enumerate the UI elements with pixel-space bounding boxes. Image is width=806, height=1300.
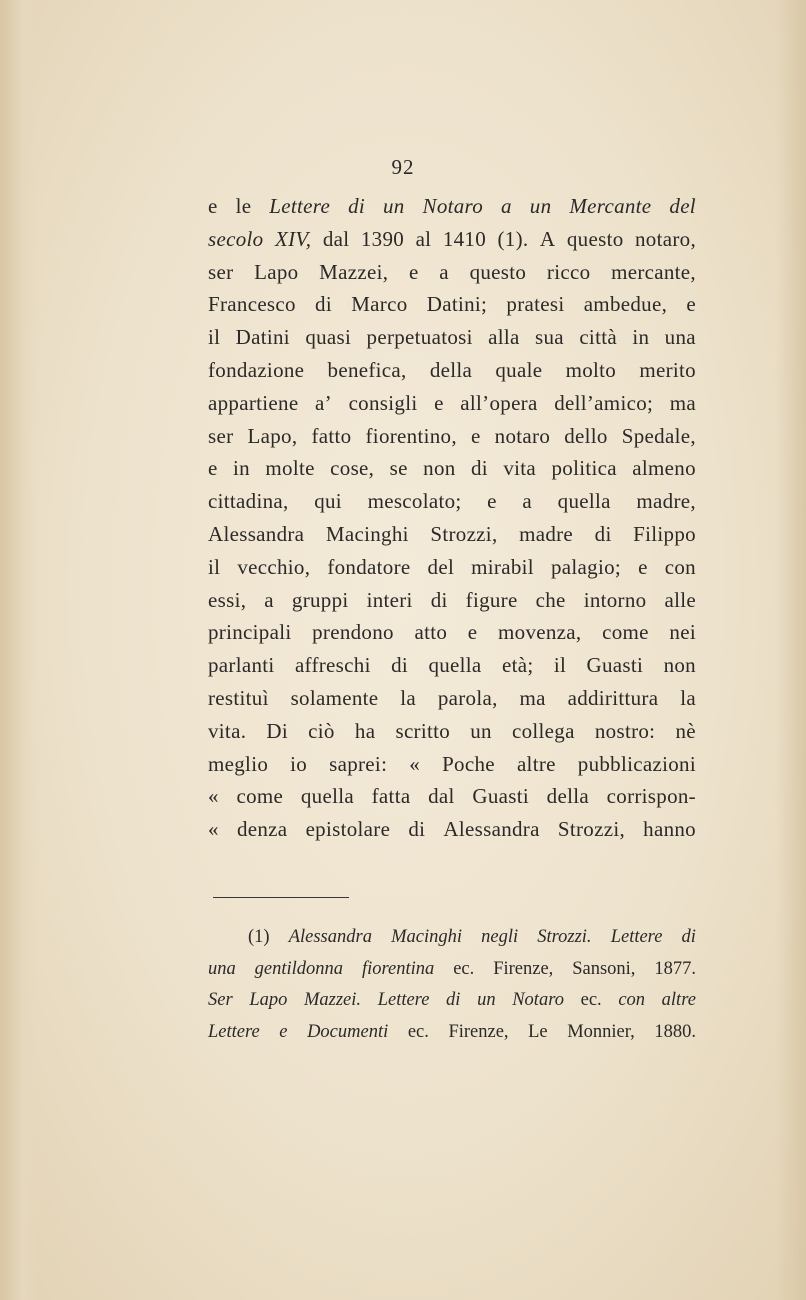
word: dal (428, 784, 455, 809)
word: pubblicazioni (577, 751, 696, 776)
word: ambedue, (583, 292, 668, 317)
word: XIV, (274, 226, 312, 251)
text-line (208, 616, 696, 649)
text-line (208, 452, 696, 485)
word: parola, (437, 685, 498, 710)
word: negli (481, 927, 519, 947)
word: sua (535, 325, 564, 350)
word: e (434, 390, 444, 415)
text-line (208, 321, 696, 354)
word: Datini (235, 325, 290, 350)
text-line (208, 748, 696, 781)
word: Francesco (208, 292, 296, 317)
word: di (430, 587, 448, 612)
word: Firenze, (448, 1021, 509, 1042)
word: di (315, 292, 332, 317)
word: una (664, 325, 696, 350)
word: madre, (636, 489, 696, 514)
word: ser (208, 259, 234, 284)
word: Strozzi, (557, 817, 626, 842)
word: Sansoni, (572, 958, 636, 979)
word: Macinghi (325, 521, 409, 546)
word: (1) (248, 927, 270, 947)
word: di (681, 927, 696, 947)
word: di (446, 990, 461, 1010)
word: e (408, 259, 419, 284)
word: e (208, 194, 218, 218)
word: Di (266, 718, 289, 743)
word: in (233, 456, 250, 481)
word: nè (675, 718, 696, 743)
word: ser (208, 423, 234, 448)
word: Mazzei, (319, 259, 389, 284)
word: corrispon- (606, 784, 696, 809)
word: Mazzei. (304, 990, 362, 1010)
word: io (290, 751, 308, 776)
footnotes (208, 922, 696, 1048)
text-line (208, 551, 696, 584)
word: parlanti (208, 653, 275, 678)
word: Lapo, (247, 423, 298, 448)
word: collega (511, 718, 575, 743)
word: del (427, 554, 455, 579)
word: mescolato; (367, 489, 462, 514)
word: di (408, 817, 426, 842)
word: una (208, 958, 236, 979)
body-text (208, 190, 696, 846)
word: addirittura (567, 685, 659, 710)
word: se (389, 456, 408, 481)
word: gruppi (291, 587, 349, 612)
page-shadow-left (0, 0, 38, 1300)
word: fatto (311, 423, 352, 448)
text-line (208, 256, 696, 289)
word: di (348, 194, 365, 218)
word: questo (566, 226, 624, 251)
word: merito (639, 357, 696, 382)
word: prendono (312, 620, 394, 645)
word: in (632, 325, 650, 350)
word: età; (501, 653, 534, 678)
word: a (501, 194, 512, 218)
word: Guasti (472, 784, 529, 809)
word: Strozzi, (430, 521, 498, 546)
page-number: 92 (391, 155, 415, 179)
text-line (208, 288, 696, 321)
word: Alessandra (288, 927, 372, 947)
word: Lettere (269, 194, 331, 218)
text-line (208, 682, 696, 715)
word: e (686, 292, 696, 317)
word: e (638, 554, 648, 579)
text-line (208, 387, 696, 420)
word: Lapo (254, 259, 299, 284)
word: un (529, 194, 552, 218)
word: un (382, 194, 405, 218)
word: Strozzi. (537, 927, 592, 947)
footnote-line (208, 1017, 696, 1049)
word: come (602, 620, 649, 645)
footnote-line (208, 954, 696, 986)
word: essi, (208, 587, 247, 612)
word: gentildonna (254, 958, 344, 979)
word: ha (354, 718, 376, 743)
word: vecchio, (237, 554, 311, 579)
word: Lettere (208, 1021, 260, 1042)
word: Poche (442, 751, 495, 776)
word: secolo (208, 226, 264, 251)
word: intorno (583, 587, 647, 612)
word: alla (488, 325, 520, 350)
word: dal (322, 226, 350, 251)
word: Documenti (307, 1021, 389, 1042)
word: Guasti (586, 653, 644, 678)
page-shadow-right (776, 0, 806, 1300)
word: quale (495, 357, 543, 382)
word: e (279, 1021, 288, 1042)
word: ec. (407, 1021, 429, 1042)
word: ec. (453, 958, 475, 979)
word: Lettere (377, 990, 430, 1010)
word: atto (414, 620, 448, 645)
word: non (663, 653, 696, 678)
word: città (579, 325, 617, 350)
word: vita (503, 456, 537, 481)
word: ma (519, 685, 546, 710)
word: Macinghi (391, 927, 462, 947)
word: almeno (632, 456, 696, 481)
word: altre (661, 990, 696, 1010)
word: restituì (208, 685, 269, 710)
text-line (208, 649, 696, 682)
text-line (208, 420, 696, 453)
word: all’opera (460, 390, 538, 415)
footnote-rule (213, 897, 349, 898)
footnote-line (208, 922, 696, 954)
word: a’ (315, 390, 332, 415)
word: le (235, 194, 252, 218)
word: A (539, 226, 556, 251)
word: perpetuatosi (366, 325, 473, 350)
word: di (594, 521, 612, 546)
word: dell’amico; (554, 390, 654, 415)
word: movenza, (498, 620, 582, 645)
word: il (208, 325, 221, 350)
word: nostro: (594, 718, 656, 743)
word: della (546, 784, 589, 809)
word: interi (366, 587, 413, 612)
text-line (208, 813, 696, 846)
word: Notaro (512, 990, 564, 1010)
word: denza (236, 817, 288, 842)
word: alle (664, 587, 696, 612)
word: Datini; (426, 292, 488, 317)
word: ciò (308, 718, 335, 743)
word: questo (469, 259, 527, 284)
word: madre (519, 521, 574, 546)
word: ma (669, 390, 696, 415)
word: Firenze, (493, 958, 554, 979)
word: Notaro (422, 194, 484, 218)
word: e (467, 620, 478, 645)
text-line (208, 715, 696, 748)
word: fatta (371, 784, 411, 809)
word: notaro, (635, 226, 696, 251)
word: Mercante (569, 194, 652, 218)
word: con (664, 554, 696, 579)
word: Filippo (633, 521, 696, 546)
word: mirabil (471, 554, 534, 579)
word: benefica, (327, 357, 407, 382)
word: un (470, 718, 492, 743)
word: fiorentino, (365, 423, 457, 448)
word: di (391, 653, 409, 678)
word: molte (265, 456, 315, 481)
word: « (208, 817, 219, 842)
word: con (618, 990, 646, 1010)
word: a (522, 489, 533, 514)
word: fondazione (208, 357, 305, 382)
word: 1410 (442, 226, 487, 251)
word: affreschi (294, 653, 371, 678)
word: a (439, 259, 449, 284)
word: un (477, 990, 496, 1010)
word: Alessandra (443, 817, 540, 842)
word: appartiene (208, 390, 299, 415)
word: quasi (305, 325, 352, 350)
word: pratesi (506, 292, 565, 317)
word: fondatore (327, 554, 411, 579)
word: epistolare (305, 817, 391, 842)
text-line (208, 780, 696, 813)
text-line (208, 223, 696, 256)
word: il (208, 554, 221, 579)
word: figure (465, 587, 518, 612)
word: 1390 (360, 226, 405, 251)
word: solamente (290, 685, 379, 710)
text-line (208, 190, 696, 223)
word: la (400, 685, 416, 710)
word: fiorentina (361, 958, 435, 979)
word: consigli (348, 390, 418, 415)
text-line (208, 518, 696, 551)
word: qui (314, 489, 342, 514)
word: a (264, 587, 274, 612)
word: Alessandra (208, 521, 305, 546)
word: notaro (494, 423, 551, 448)
word: che (535, 587, 566, 612)
footnote-line (208, 985, 696, 1017)
word: del (669, 194, 696, 218)
word: « (208, 784, 219, 809)
word: della (429, 357, 473, 382)
word: quella (557, 489, 611, 514)
text-line (208, 584, 696, 617)
word: cose, (330, 456, 375, 481)
word: Ser (208, 990, 233, 1010)
word: nei (669, 620, 696, 645)
word: ec. (580, 990, 602, 1010)
word: politica (551, 456, 617, 481)
word: molto (565, 357, 617, 382)
word: altre (516, 751, 556, 776)
text-line (208, 485, 696, 518)
word: di (471, 456, 488, 481)
word: cittadina, (208, 489, 289, 514)
word: Le (528, 1021, 548, 1042)
word: al (415, 226, 432, 251)
word: (1). (497, 226, 529, 251)
word: Marco (351, 292, 408, 317)
word: Lettere (610, 927, 663, 947)
word: palagio; (550, 554, 622, 579)
word: vita. (208, 718, 247, 743)
word: il (553, 653, 567, 678)
word: 1877. (654, 958, 696, 979)
word: quella (428, 653, 482, 678)
text-line (208, 354, 696, 387)
word: la (680, 685, 696, 710)
word: Lapo (249, 990, 288, 1010)
word: 1880. (654, 1021, 696, 1042)
word: dello (564, 423, 608, 448)
word: saprei: (329, 751, 388, 776)
word: e (470, 423, 481, 448)
word: hanno (643, 817, 696, 842)
word: come (236, 784, 284, 809)
word: Spedale, (621, 423, 696, 448)
word: scritto (395, 718, 451, 743)
word: e (487, 489, 497, 514)
word: meglio (208, 751, 269, 776)
word: quella (300, 784, 354, 809)
word: principali (208, 620, 292, 645)
word: e (208, 456, 218, 481)
word: non (423, 456, 456, 481)
word: mercante, (611, 259, 696, 284)
word: « (409, 751, 421, 776)
word: Monnier, (567, 1021, 635, 1042)
word: ricco (546, 259, 591, 284)
